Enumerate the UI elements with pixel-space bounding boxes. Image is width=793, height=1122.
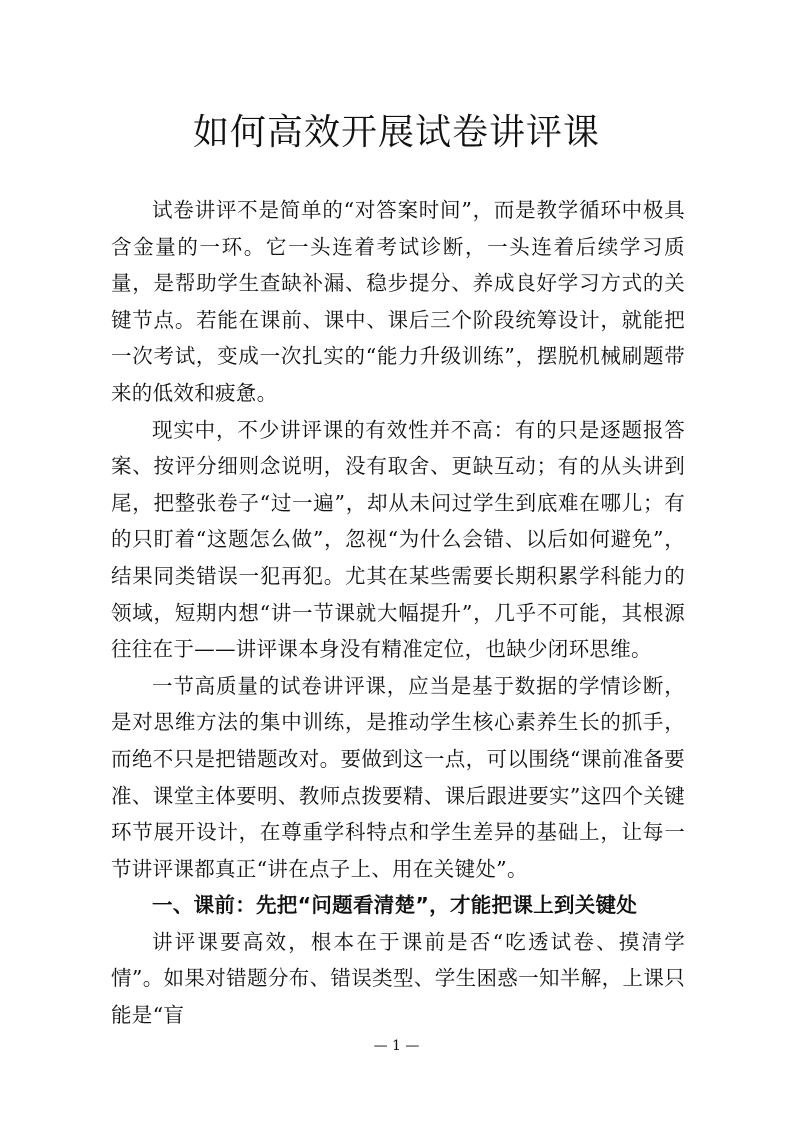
document-title: 如何高效开展试卷讲评课 xyxy=(192,112,600,153)
document-body xyxy=(111,192,685,1034)
section-heading: 一、课前：先把“问题看清楚”，才能把课上到关键处 xyxy=(152,893,638,918)
paragraph-section-1: 讲评课要高效，根本在于课前是否“吃透试卷、摸清学情”。如果对错题分布、错误类型、学生困惑一知半解，上课只能是“盲 xyxy=(111,929,685,1028)
paragraph-approach: 一节高质量的试卷讲评课，应当是基于数据的学情诊断，是对思维方法的集中训练，是推动学生核心素养生长的抓手，而绝不只是把错题改对。要做到这一点，可以围绕“课前准备要准、课堂主体要明、教师点拨要精、课后跟进要实”这四个关键环节展开设计，在尊重学科特点和学生差异的基础上，让每一节讲评课都真正“讲在点子上、用在关键处”。 xyxy=(111,673,685,881)
paragraph-intro: 试卷讲评不是简单的“对答案时间”，而是教学循环中极具含金量的一环。它一头连着考试诊断，一头连着后续学习质量，是帮助学生查缺补漏、稳步提分、养成良好学习方式的关键节点。若能在课前、课中、课后三个阶段统筹设计，就能把一次考试，变成一次扎实的“能力升级训练”，摆脱机械刷题带来的低效和疲惫。 xyxy=(111,198,685,405)
paragraph-problems: 现实中，不少讲评课的有效性并不高：有的只是逐题报答案、按评分细则念说明，没有取舍、更缺互动；有的从头讲到尾，把整张卷子“过一遍”，却从未问过学生到底难在哪儿；有的只盯着“这题怎么做”，忽视“为什么会错、以后如何避免”，结果同类错误一犯再犯。尤其在某些需要长期积累学科能力的领域，短期内想“讲一节课就大幅提升”，几乎不可能，其根源往往在于——讲评课本身没有精准定位，也缺少闭环思维。 xyxy=(111,417,685,662)
page-number: — 1 — xyxy=(373,1038,420,1054)
